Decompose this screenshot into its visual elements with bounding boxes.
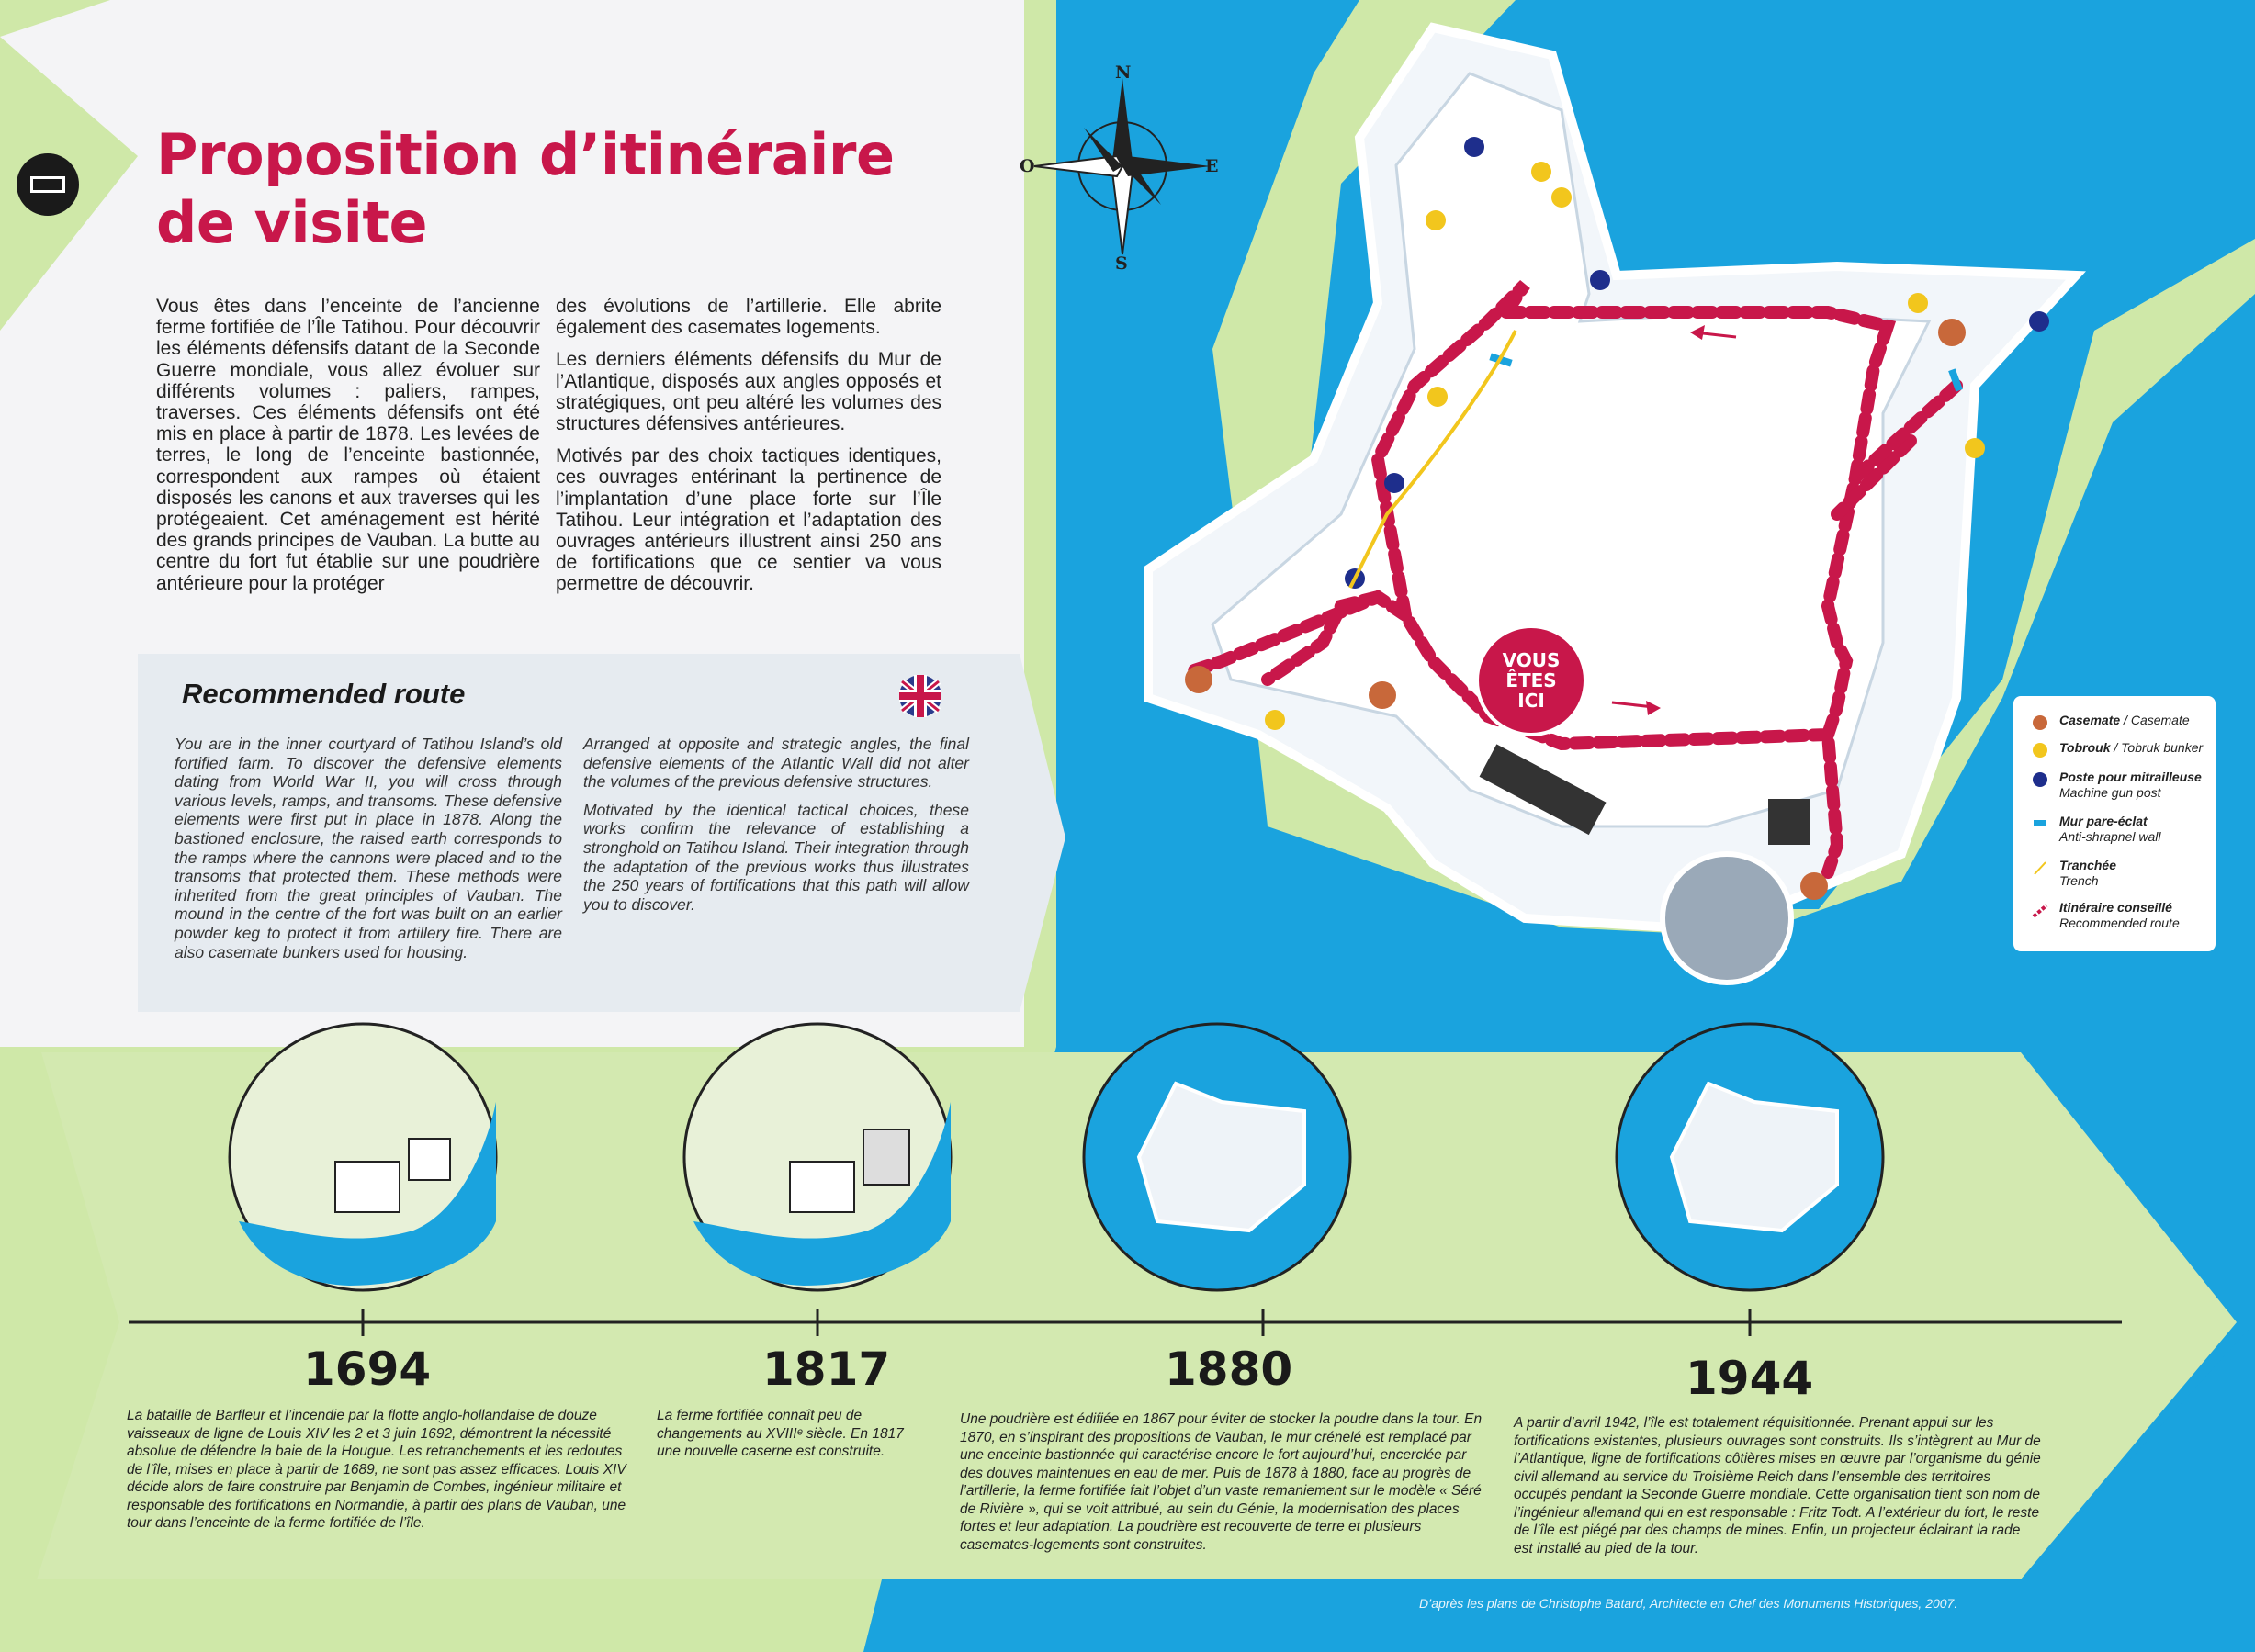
title-line-2: de visite — [156, 189, 428, 256]
year-1694: 1694 — [303, 1343, 432, 1396]
here-line-1: VOUS — [1502, 649, 1561, 671]
credit-line: D’après les plans de Christophe Batard, Architecte en Chef des Monuments Historiques, 2007. — [1419, 1596, 1958, 1611]
tower — [1663, 854, 1791, 983]
title-line-1: Proposition d’itinéraire — [156, 121, 895, 188]
english-paragraph: You are in the inner courtyard of Tatihou Island’s old fortified farm. To discover the defensive elements dating from World War II, you will cross through various levels, ramps, and transoms. These defensive elements were first put in place in 1878. Along the bastioned enclosure, the raised earth corresponds to the ramps where the cannons were placed and to the transoms that protected them. These methods were inherited from the great principles of Vauban. The mound in the centre of the fort was built on an earlier powder keg to protect it from artillery fire. There are also casemate bunkers used for housing. — [175, 735, 562, 961]
casemate-dot-icon — [2032, 714, 2048, 731]
english-paragraph: Arranged at opposite and strategic angles, the final defensive elements of the Atlantic Wall did not alter the volumes of the previous defensive structures. — [583, 735, 969, 792]
machine-gun-dot-icon — [2032, 771, 2048, 788]
french-paragraph: Les derniers éléments défensifs du Mur de l’Atlantique, disposés aux angles opposés et stratégiques, ont peu altéré les volumes des structures défensives antérieures. — [556, 349, 941, 435]
french-text-col2 — [556, 296, 941, 606]
legend-poste: Poste pour mitrailleuse Machine gun post — [2059, 770, 2202, 801]
you-are-here-marker — [1475, 624, 1587, 736]
legend-mur: Mur pare-éclat Anti-shrapnel wall — [2059, 814, 2161, 845]
map-legend — [2013, 696, 2216, 951]
compass-east: E — [1205, 156, 1219, 176]
year-1880: 1880 — [1165, 1343, 1293, 1396]
french-paragraph: Motivés par des choix tactiques identiques, ces ouvrages entérinant la pertinence de l’implantation d’une place forte sur l’Île Tatihou. Leur intégration et l’adaptation des ouvrages antérieurs illustrent ainsi 250 ans de fortifications que ce sentier va vous permettre de découvrir. — [556, 445, 941, 595]
compass-north: N — [1115, 62, 1132, 83]
wall-icon — [2032, 815, 2048, 832]
year-1817: 1817 — [762, 1343, 891, 1396]
english-paragraph: Motivated by the identical tactical choices, these works confirm the relevance of establishing a stronghold on Tatihou Island. Their integration through the adaptation of the previous works thus illustrates the 250 years of fortifications that this path will allow you to discover. — [583, 800, 969, 914]
here-line-3: ICI — [1517, 690, 1545, 712]
compass-south: S — [1115, 253, 1128, 274]
legend-itineraire: Itinéraire conseillé Recommended route — [2059, 900, 2180, 931]
year-1944: 1944 — [1686, 1352, 1814, 1405]
timeline-desc-1880: Une poudrière est édifiée en 1867 pour éviter de stocker la poudre dans la tour. En 1870, en s’inspirant des propositions de Vauban, le mur crénelé est remplacé par une enceinte bastionnée qui caractérise encore le fort aujourd’hui, encerclée par des douves maintenues en eau de mer. Puis de 1878 à 1880, face au progrès de l’artillerie, la ferme fortifiée fait l’objet d’un vaste remaniement sur le modèle « Séré de Rivière », qui se voit attribué, au sein du Génie, la modernisation des places fortes et leur adaptation. La poudrière est recouverte de terre et plusieurs casemates-logements sont construites. — [960, 1411, 1483, 1553]
compass-rose — [1034, 78, 1211, 254]
legend-casemate: Casemate / Casemate — [2059, 713, 2190, 728]
bunker-icon — [17, 153, 79, 216]
timeline-desc-1694: La bataille de Barfleur et l’incendie par la flotte anglo-hollandaise de douze vaisseaux de ligne de Louis XIV les 2 et 3 juin 1692, démontrent la nécessité absolue de défendre la baie de la Hougue. Les retranchements et les redoutes de l’île, mises en place à partir de 1689, ne sont pas assez efficaces. Louis XIV décide alors de faire construire par Benjamin de Combes, ingénieur militaire et responsable des fortifications en Normandie, à partir des plans de Vauban, une tour dans l’enceinte de la ferme fortifiée de l’île. — [127, 1408, 626, 1531]
compass-west: O — [1020, 156, 1035, 176]
english-title: Recommended route — [182, 678, 466, 710]
legend-tobrouk: Tobrouk / Tobruk bunker — [2059, 740, 2203, 756]
page-title — [156, 121, 895, 257]
english-text-col1 — [175, 735, 562, 971]
french-paragraph: Vous êtes dans l’enceinte de l’ancienne ferme fortifiée de l’Île Tatihou. Pour découvrir les éléments défensifs datant de la Seconde Guerre mondiale, vous allez évoluer sur différents volumes : paliers, rampes, traverses. Ces éléments défensifs ont été mis en place à partir de 1878. Les levées de terres, le long de l’enceinte bastionnée, correspondent aux rampes où étaient disposés les canons et aux traverses qui les protégeaient. Cet aménagement est hérité des grands principes de Vauban. La butte au centre du fort fut établie sur une poudrière antérieure pour la protéger — [156, 296, 540, 594]
english-text-col2 — [583, 735, 969, 923]
tobrouk-dot-icon — [2032, 742, 2048, 759]
french-text-col1 — [156, 296, 540, 605]
here-line-2: ÊTES — [1505, 669, 1557, 691]
uk-flag-icon — [899, 675, 941, 717]
route-icon — [2032, 902, 2048, 918]
timeline-desc-1944: A partir d’avril 1942, l’île est totalement réquisitionnée. Prenant appui sur les fortifications existantes, plusieurs ouvrages sont construits. Ils s’intègrent au Mur de l’Atlantique, ligne de fortifications côtières mises en œuvre par l’organisme du génie civil allemand au service du Troisième Reich dans l’ensemble des territoires occupés pendant la Seconde Guerre mondiale. Cette organisation tient son nom de l’ingénieur allemand qui en est responsable : Fritz Todt. A l’extérieur du fort, le reste de l’île est piégé par des champs de mines. Enfin, un projecteur éclairant la rade est installé au pied de la tour. — [1514, 1415, 2041, 1556]
timeline-desc-1817: La ferme fortifiée connaît peu de changements au XVIIIᵉ siècle. En 1817 une nouvelle caserne est construite. — [657, 1408, 904, 1459]
french-paragraph: des évolutions de l’artillerie. Elle abrite également des casemates logements. — [556, 296, 941, 339]
legend-tranchee: Tranchée Trench — [2059, 858, 2116, 889]
building-small — [1768, 799, 1810, 845]
trench-icon — [2032, 860, 2048, 876]
